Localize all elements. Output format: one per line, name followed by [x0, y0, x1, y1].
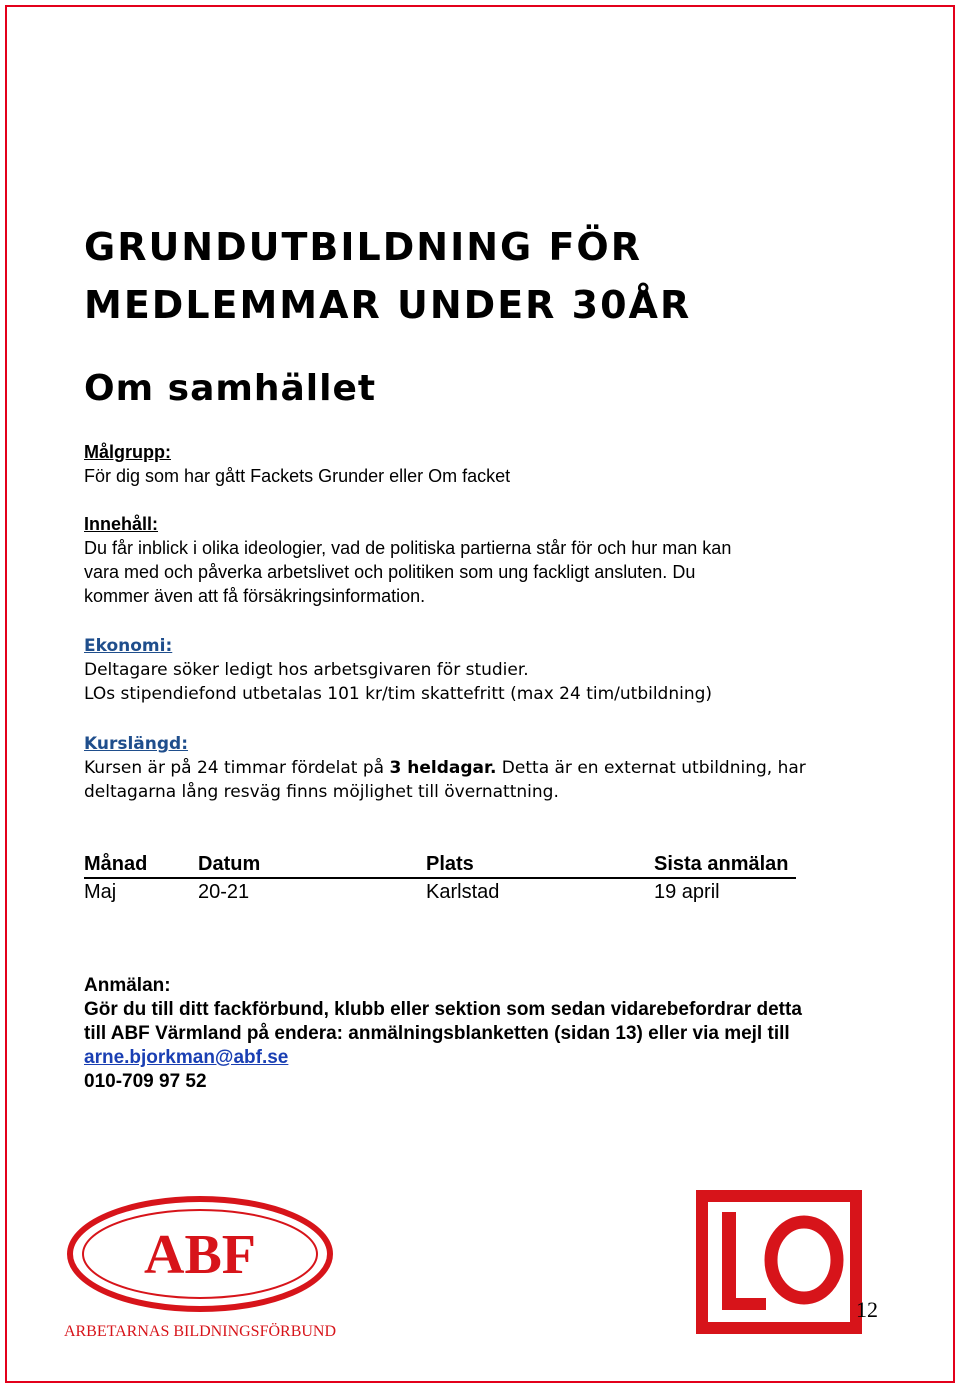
header-sista-anmalan: Sista anmälan [654, 853, 789, 875]
header-plats: Plats [426, 853, 474, 875]
anmalan-line-2: till ABF Värmland på endera: anmälningsblanketten (sidan 13) eller via mejl till [84, 1023, 790, 1044]
abf-logo-text: ABF [144, 1224, 256, 1286]
anmalan-section [84, 974, 884, 1094]
abf-logo [50, 1190, 360, 1350]
malgrupp-text: För dig som har gått Fackets Grunder eller Om facket [84, 466, 511, 486]
phone-number: 010-709 97 52 [84, 1071, 207, 1092]
innehall-line-2: vara med och påverka arbetslivet och politiken som ung fackligt ansluten. Du [84, 562, 696, 582]
innehall-label: Innehåll: [84, 514, 159, 534]
title-line-2: MEDLEMMAR UNDER 30ÅR [84, 283, 692, 327]
page-number: 12 [856, 1297, 878, 1322]
ekonomi-section [84, 634, 884, 706]
innehall-line-3: kommer även att få försäkringsinformation. [84, 586, 426, 606]
document-content [84, 218, 884, 1092]
ekonomi-line-1: Deltagare söker ledigt hos arbetsgivaren för studier. [84, 660, 529, 680]
title-line-1: GRUNDUTBILDNING FÖR [84, 225, 642, 269]
kurslangd-days: 3 heldagar. [389, 758, 497, 778]
schedule-table [84, 851, 796, 905]
kurslangd-label: Kurslängd: [84, 734, 189, 754]
lo-logo [696, 1190, 862, 1334]
kurslangd-section [84, 732, 884, 804]
innehall-section [84, 512, 884, 608]
ekonomi-label: Ekonomi: [84, 636, 173, 656]
header-manad: Månad [84, 853, 148, 875]
kurslangd-line-1: Kursen är på 24 timmar fördelat på 3 heldagar. Detta är en externat utbildning, har [84, 758, 806, 778]
anmalan-line-1: Gör du till ditt fackförbund, klubb eller sektion som sedan vidarebefordrar detta [84, 999, 802, 1020]
cell-sista-anmalan: 19 april [654, 881, 720, 903]
schedule-header-row [84, 851, 796, 879]
header-datum: Datum [198, 853, 261, 875]
page-subtitle: Om samhället [84, 368, 377, 409]
anmalan-label: Anmälan: [84, 975, 171, 996]
email-link[interactable]: arne.bjorkman@abf.se [84, 1047, 289, 1068]
ekonomi-line-2: LOs stipendiefond utbetalas 101 kr/tim skattefritt (max 24 tim/utbildning) [84, 684, 713, 704]
cell-plats: Karlstad [426, 881, 500, 903]
cell-manad: Maj [84, 881, 117, 903]
malgrupp-label: Målgrupp: [84, 442, 171, 462]
innehall-line-1: Du får inblick i olika ideologier, vad de politiska partierna står för och hur man kan [84, 538, 732, 558]
page-title [84, 218, 884, 334]
malgrupp-section [84, 440, 884, 488]
abf-logo-tagline: ARBETARNAS BILDNINGSFÖRBUND [63, 1323, 337, 1340]
kurslangd-line-2: deltagarna lång resväg finns möjlighet till övernattning. [84, 782, 559, 802]
cell-datum: 20-21 [198, 881, 250, 903]
table-row [84, 879, 796, 905]
